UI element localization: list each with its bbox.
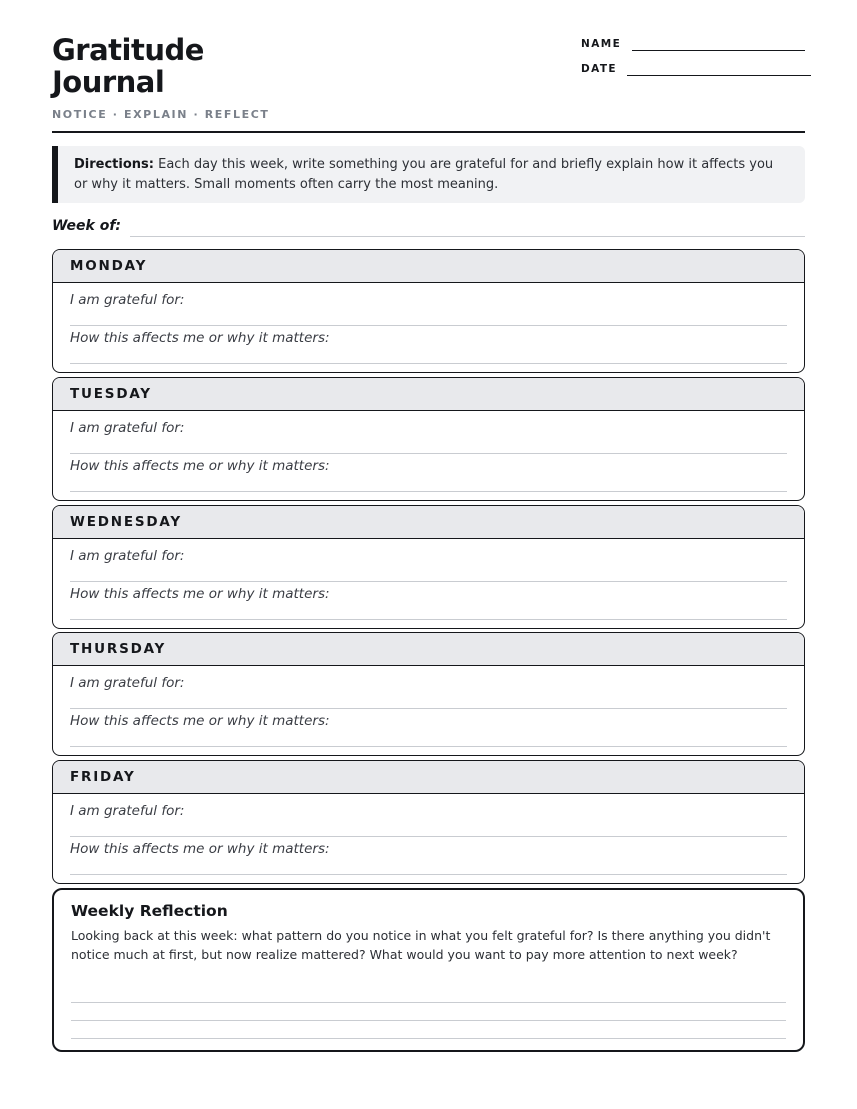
day-header: WEDNESDAY [53, 506, 804, 539]
why-answer-line[interactable] [70, 874, 787, 875]
day-header: TUESDAY [53, 378, 804, 411]
day-header: THURSDAY [53, 633, 804, 666]
name-label: NAME [581, 38, 622, 50]
why-prompt: How this affects me or why it matters: [70, 841, 330, 857]
name-field[interactable] [632, 50, 805, 51]
grateful-answer-line[interactable] [70, 581, 787, 582]
date-label: DATE [581, 63, 617, 75]
directions-lead: Directions: [74, 157, 154, 172]
reflection-prompt: Looking back at this week: what pattern do you notice in what you felt grateful for? Is there anything you didn't notice much at first, but now realize mattered? What would you want to pay more attention to next week? [71, 928, 771, 962]
day-card-tuesday [52, 377, 805, 501]
why-answer-line[interactable] [70, 491, 787, 492]
weekly-reflection-box [52, 888, 805, 1052]
why-answer-line[interactable] [70, 363, 787, 364]
directions-box [52, 146, 805, 203]
why-prompt: How this affects me or why it matters: [70, 458, 330, 474]
why-prompt: How this affects me or why it matters: [70, 330, 330, 346]
why-prompt: How this affects me or why it matters: [70, 586, 330, 602]
title-line-1: Gratitude [52, 33, 204, 67]
why-answer-line[interactable] [70, 746, 787, 747]
grateful-prompt: I am grateful for: [70, 548, 185, 564]
week-of-field[interactable] [130, 236, 805, 237]
grateful-prompt: I am grateful for: [70, 803, 185, 819]
page-title [52, 34, 204, 98]
day-header: FRIDAY [53, 761, 804, 794]
grateful-prompt: I am grateful for: [70, 292, 185, 308]
day-header: MONDAY [53, 250, 804, 283]
reflection-title: Weekly Reflection [71, 902, 228, 920]
why-answer-line[interactable] [70, 619, 787, 620]
grateful-answer-line[interactable] [70, 836, 787, 837]
reflection-line-2[interactable] [71, 1020, 786, 1021]
day-card-thursday [52, 632, 805, 756]
grateful-answer-line[interactable] [70, 453, 787, 454]
header-divider [52, 131, 805, 133]
reflection-line-3[interactable] [71, 1038, 786, 1039]
directions-text: Each day this week, write something you are grateful for and briefly explain how it affects you or why it matters. Small moments often carry the most meaning. [74, 157, 774, 192]
day-card-wednesday [52, 505, 805, 629]
reflection-line-1[interactable] [71, 1002, 786, 1003]
day-card-friday [52, 760, 805, 884]
grateful-prompt: I am grateful for: [70, 675, 185, 691]
grateful-prompt: I am grateful for: [70, 420, 185, 436]
page-subtitle: NOTICE · EXPLAIN · REFLECT [52, 108, 270, 121]
week-of-label: Week of: [52, 218, 122, 234]
why-prompt: How this affects me or why it matters: [70, 713, 330, 729]
grateful-answer-line[interactable] [70, 325, 787, 326]
grateful-answer-line[interactable] [70, 708, 787, 709]
title-line-2: Journal [52, 65, 165, 99]
date-field[interactable] [627, 75, 811, 76]
day-card-monday [52, 249, 805, 373]
